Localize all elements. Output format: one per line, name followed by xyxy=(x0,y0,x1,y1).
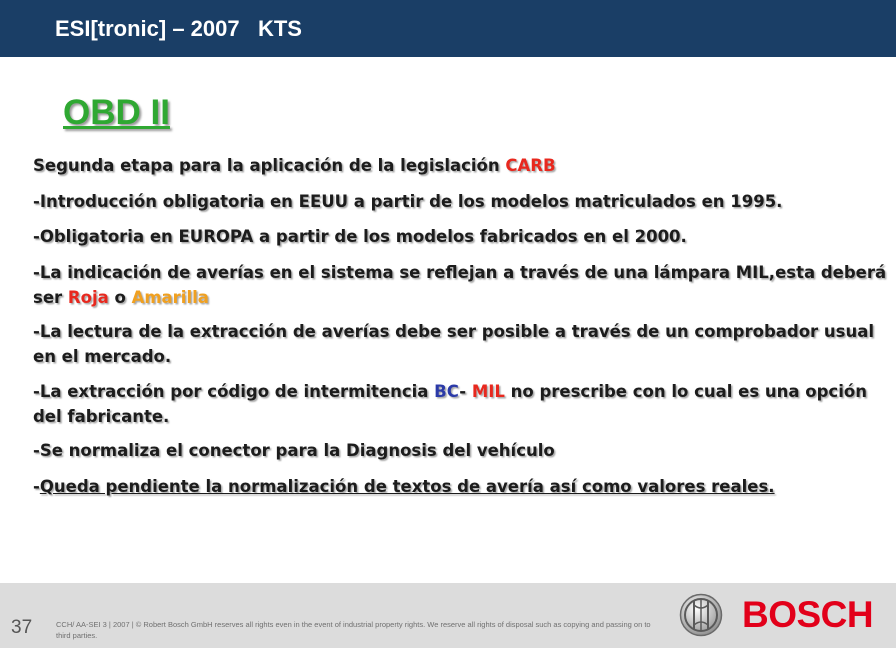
page-number: 37 xyxy=(11,617,33,638)
bosch-logo-text: BOSCH xyxy=(742,594,874,635)
slide-title: OBD II xyxy=(63,93,170,132)
paragraph-pendiente xyxy=(33,474,891,500)
paragraph-text: -La extracción por código de intermitencia xyxy=(33,381,435,401)
paragraph-text: Segunda etapa para la aplicación de la legislación xyxy=(33,156,506,175)
underlined-text: Queda pendiente la normalización de textos de avería así como valores reales. xyxy=(39,476,775,496)
mil-highlight: MIL xyxy=(471,381,505,401)
paragraph-text: - xyxy=(33,476,40,496)
paragraph-text: no prescribe con lo cual es una opción del fabricante. xyxy=(33,381,867,426)
paragraph-lectura: -La lectura de la extracción de averías debe ser posible a través de un comprobador usual en el mercado. xyxy=(33,322,875,366)
header-bar xyxy=(0,0,896,57)
paragraph-carb xyxy=(33,153,891,179)
copyright-notice: CCH/ AA-SEI 3 | 2007 | © Robert Bosch GmbH reserves all rights even in the event of industrial property rights. We reserve all rights of disposal such as copying and passing on to third parties. xyxy=(56,620,651,640)
paragraph-extraccion xyxy=(33,379,891,429)
slide-body xyxy=(33,153,891,509)
paragraph-text: -La indicación de averías en el sistema se reflejan a través de una lámpara MIL,esta deberá ser xyxy=(33,262,887,307)
bc-highlight: BC xyxy=(434,381,460,401)
roja-highlight: Roja xyxy=(67,287,109,307)
paragraph-eeuu: -Introducción obligatoria en EEUU a partir de los modelos matriculados en 1995. xyxy=(33,191,783,211)
paragraph-europa: -Obligatoria en EUROPA a partir de los modelos fabricados en el 2000. xyxy=(33,227,687,246)
paragraph-mil-lamp xyxy=(33,260,891,310)
carb-highlight: CARB xyxy=(505,156,556,175)
bosch-armature-icon xyxy=(679,593,723,637)
paragraph-conector: -Se normaliza el conector para la Diagnosis del vehículo xyxy=(33,441,555,460)
amarilla-highlight: Amarilla xyxy=(131,287,209,307)
paragraph-text: - xyxy=(459,381,472,401)
header-title: ESI[tronic] – 2007 KTS xyxy=(55,16,302,41)
paragraph-text: o xyxy=(108,287,132,307)
